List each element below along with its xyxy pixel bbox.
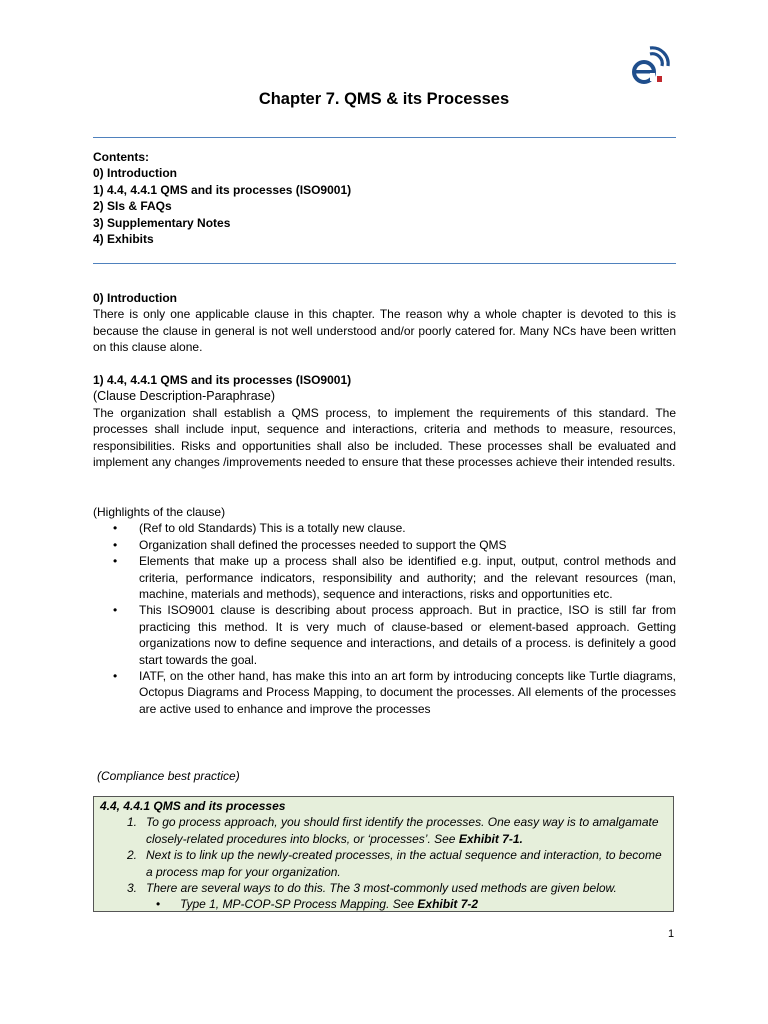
highlights-section <box>93 504 676 717</box>
clause-section <box>93 372 676 470</box>
intro-body: There is only one applicable clause in this chapter. The reason why a whole chapter is devoted to this is because the clause in general is not well understood and/or poorly catered for. Many NCs have been written on this clause alone. <box>93 307 676 355</box>
contents-item: 4) Exhibits <box>93 232 154 247</box>
contents-item: 0) Introduction <box>93 166 177 181</box>
contents-heading: Contents: <box>93 150 149 164</box>
contents-item: 2) SIs & FAQs <box>93 199 172 214</box>
box-title: 4.4, 4.4.1 QMS and its processes <box>100 799 286 813</box>
contents-section <box>93 149 676 247</box>
highlights-list <box>93 520 676 717</box>
bullet-icon: • <box>113 537 118 552</box>
clause-heading: 1) 4.4, 4.4.1 QMS and its processes (ISO9001) <box>93 373 352 387</box>
divider-top <box>93 137 676 138</box>
bullet-icon: • <box>156 897 161 912</box>
bullet-icon: • <box>113 521 118 536</box>
highlights-heading: (Highlights of the clause) <box>93 505 226 519</box>
contents-item: 3) Supplementary Notes <box>93 215 231 230</box>
sub-list-item: • Type 1, MP-COP-SP Process Mapping. See Exhibit 7-2 <box>156 897 479 912</box>
divider-bottom <box>93 263 676 264</box>
list-item: • IATF, on the other hand, has make this into an art form by introducing concepts like Turtle diagrams, Octopus Diagrams and Process Mapping, to document the processes. All elements of the processes are active used to enhance and improve the processes <box>113 669 676 716</box>
clause-body: The organization shall establish a QMS process, to implement the requirements of this standard. The processes shall include input, sequence and interactions, criteria and methods to measure, resources, responsibilities. Risks and opportunities shall also be included. These processes shall be evaluated and implement any changes /improvements needed to ensure that these processes achieve their intended results. <box>93 405 676 470</box>
intro-heading: 0) Introduction <box>93 291 177 305</box>
list-item: 2. Next is to link up the newly-created processes, in the actual sequence and interaction, to become a process map for your organization. <box>127 848 662 879</box>
bullet-icon: • <box>113 554 118 569</box>
page-number: 1 <box>668 928 675 940</box>
list-item: • Elements that make up a process shall also be identified e.g. input, output, control methods and criteria, performance indicators, responsibility and authority; and the relevant resources (man, machine, materials and methods), sequence and interactions, risks and opportunities etc. <box>113 554 676 602</box>
contents-item: 1) 4.4, 4.4.1 QMS and its processes (ISO9001) <box>93 182 352 197</box>
clause-subheading: (Clause Description-Paraphrase) <box>93 389 276 404</box>
list-item: • Organization shall defined the processes needed to support the QMS <box>113 537 507 552</box>
list-item: 1. To go process approach, you should first identify the processes. One easy way is to amalgamate closely-related procedures into blocks, or ‘processes’. See Exhibit 7-1. <box>127 815 659 846</box>
bullet-icon: • <box>113 603 118 618</box>
compliance-heading: (Compliance best practice) <box>97 769 240 783</box>
steps-list <box>100 814 667 896</box>
list-item: • (Ref to old Standards) This is a totally new clause. <box>113 521 406 536</box>
list-item: 3. There are several ways to do this. The 3 most-commonly used methods are given below. <box>127 881 617 896</box>
compliance-box <box>93 796 674 912</box>
e-signal-logo-icon <box>630 42 674 86</box>
list-item: • This ISO9001 clause is describing about process approach. But in practice, ISO is still far from practicing this method. It is very much of clause-based or element-based approach. Getting organizations now to define sequence and interactions, and details of a process. is definitely a good start towards the goal. <box>113 603 676 667</box>
page-title: Chapter 7. QMS & its Processes <box>258 90 510 108</box>
introduction-section <box>93 290 676 356</box>
bullet-icon: • <box>113 669 118 684</box>
